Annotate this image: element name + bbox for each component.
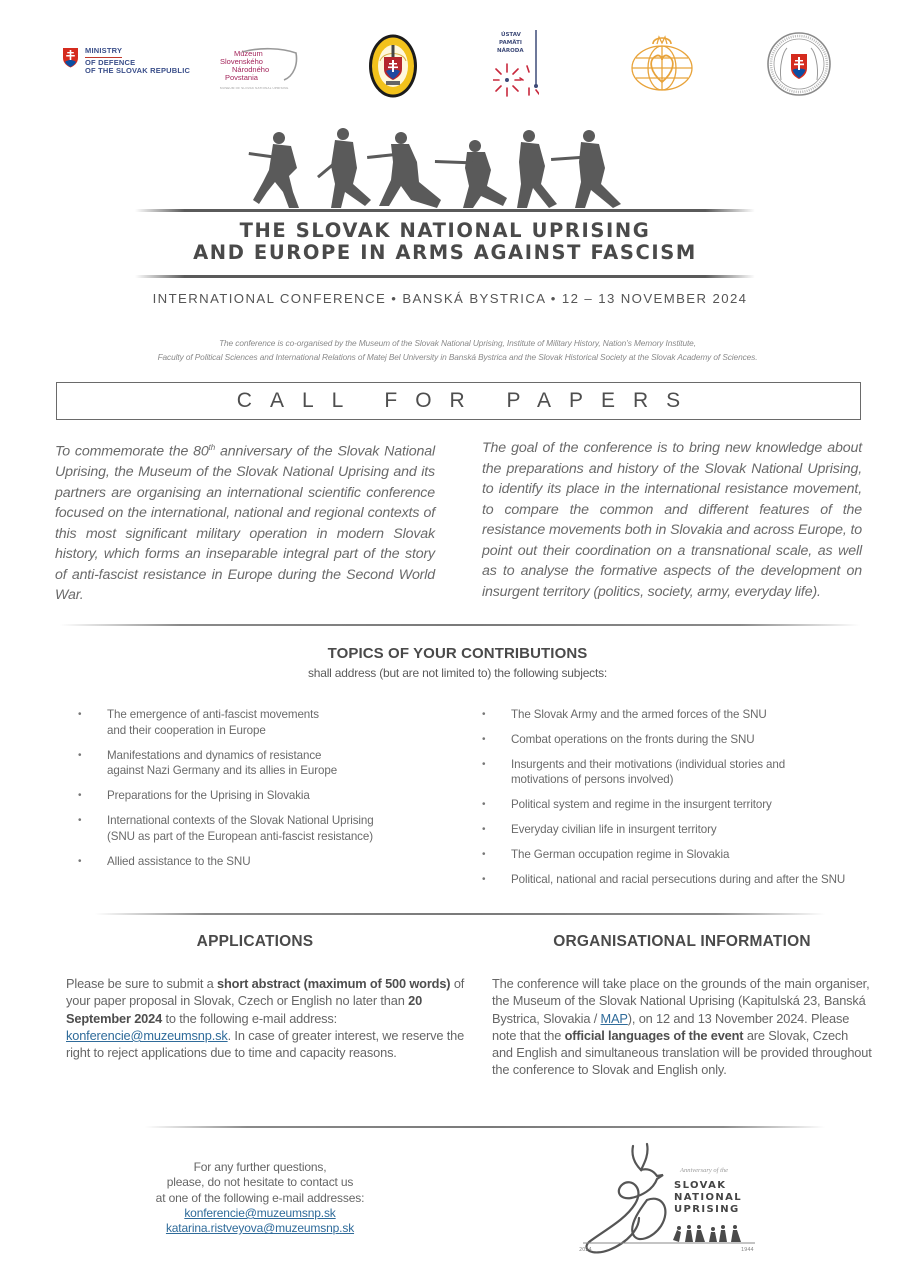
topic-item [482,872,882,888]
military-history-emblem-icon [368,33,418,99]
text-run: to the following e-mail address: [162,1010,338,1026]
nations-memory-institute-logo [493,28,539,100]
bullet-icon: • [78,749,82,761]
topic-item [78,854,458,870]
call-for-papers-banner: CALL FOR PAPERS [56,382,861,420]
topic-line: Insurgents and their motivations (individual stories and [511,757,786,771]
topic-line: Political, national and racial persecutions during and after the SNU [511,872,846,886]
topic-item [78,788,458,804]
topic-item [78,748,458,779]
topic-line: The Slovak Army and the armed forces of the SNU [511,708,767,721]
topic-line: and their cooperation in Europe [107,723,266,737]
museum-line2: Slovenského [220,57,263,66]
anniversary-tagline: Anniversary of the [680,1167,729,1174]
slovak-coat-of-arms-icon [62,47,79,68]
bullet-icon: • [482,709,486,720]
text-run: . In case of greater interest, we reserve the right to reject applications due to time and capacity reasons. [66,1027,465,1061]
map-link[interactable]: MAP [600,1010,628,1026]
anniversary-line2: NATIONAL [674,1192,743,1203]
intro-left-sup: th [208,443,216,452]
upn-line3: NÁRODA [497,48,524,54]
contact-email-link-1[interactable]: konferencie@muzeumsnp.sk [184,1205,336,1220]
hero-bottom-rule [135,275,755,278]
title-line2: AND EUROPE IN ARMS AGAINST FASCISM [193,241,697,264]
organisational-text [492,975,872,1079]
ministry-line3: OF THE SLOVAK REPUBLIC [85,66,191,75]
anniversary-line1: SLOVAK [674,1180,727,1191]
topic-item [482,797,882,813]
topic-item [482,757,882,788]
anniversary-year-right: 1944 [741,1247,754,1253]
museum-line3: Národného [232,65,270,74]
bullet-icon: • [78,709,82,720]
organisational-heading: ORGANISATIONAL INFORMATION [553,933,811,950]
divider-topics [60,624,860,626]
coorganisers-note [40,336,875,364]
bullet-icon: • [482,758,486,770]
divider-footer [145,1126,825,1128]
museum-subtitle: MUSEUM OF SLOVAK NATIONAL UPRISING [220,86,289,90]
bullet-icon: • [78,790,82,802]
museum-snu-logo [220,46,302,94]
text-run: of your paper proposal in Slovak, Czech or English no later than [66,976,465,1009]
intro-left-paragraph [55,438,435,606]
contact-line3: at one of the following e-mail addresses: [155,1190,365,1205]
text-run: The conference will take place on the grounds of the main organiser, the Museum of the Slovak National Uprising (Kapitulská 23, Banská Bystrica, Slovakia / [492,976,870,1026]
topics-list-left [78,707,458,879]
contact-line1: For any further questions, [193,1160,327,1174]
topic-line: Allied assistance to the SNU [107,854,251,868]
coorganisers-line1: The conference is co-organised by the Museum of the Slovak National Uprising, Institute of Military History, Nation’s Memory Institute, [219,338,696,348]
topic-item [482,847,882,863]
topic-line: The German occupation regime in Slovakia [511,847,730,861]
title-line1: THE SLOVAK NATIONAL UPRISING [239,219,651,242]
bullet-icon: • [482,733,486,745]
topic-line: Political system and regime in the insurgent territory [511,798,772,812]
topic-item [482,707,882,723]
topic-line: Manifestations and dynamics of resistance [107,748,322,762]
topic-line: Everyday civilian life in insurgent territory [511,823,717,837]
topic-line: (SNU as part of the European anti-fascist resistance) [107,829,373,843]
official-languages-emphasis: official languages of the event [564,1027,744,1043]
topic-item [482,732,882,748]
applications-text [66,975,466,1061]
upn-line2: PAMÄTI [499,40,522,46]
museum-line4: Povstania [225,73,258,82]
bullet-icon: • [482,799,486,811]
historical-society-emblem-icon [622,32,702,96]
divider-applications [95,913,825,915]
hero-top-rule [135,209,755,212]
application-email-link[interactable]: konferencie@muzeumsnp.sk [66,1027,228,1043]
intro-left-rest: anniversary of the Slovak National Uprising, the Museum of the Slovak National Uprising and its partners are organising an international scientific conference focused on the international, national and regional contexts of this most significant military operation in modern Slovak history, which forms an inseparable integral part of the story of anti-fascist resistance in Europe during the Second World War. [55,443,435,604]
conference-title [135,220,755,264]
text-run: Please be sure to submit a [66,976,218,991]
contact-block [110,1160,410,1236]
conference-subtitle: INTERNATIONAL CONFERENCE • BANSKÁ BYSTRICA • 12 – 13 NOVEMBER 2024 [152,291,748,306]
topic-item [482,822,882,838]
deadline-emphasis: 20 September 2024 [66,993,423,1026]
bullet-icon: • [482,824,486,836]
bullet-icon: • [78,855,82,867]
dove-eighty-icon [586,1144,665,1252]
intro-right-paragraph: The goal of the conference is to bring new knowledge about the preparations and history of the Slovak National Uprising, to identify its place in the international resistance movement, to compare the common and different features of the resistance movements both in Slovakia and across Europe, to point out their coordination on a transnational scale, as well as to analyse the formative aspects of the development on insurgent territory (politics, society, army, everyday life). [482,440,862,600]
topic-line: Combat operations on the fronts during the SNU [511,732,755,746]
topic-line: against Nazi Germany and its allies in Europe [107,764,338,778]
museum-line1: Múzeum [234,49,263,58]
contact-email-link-2[interactable]: katarina.ristveyova@muzeumsnp.sk [165,1221,355,1236]
text-run: are Slovak, Czech and English and simultaneous translation will be provided throughout the conference to Slovak and English only. [492,1027,872,1078]
applications-heading: APPLICATIONS [196,933,314,950]
80th-anniversary-logo [575,1138,765,1256]
soldiers-silhouette-icon [245,126,645,212]
topic-line: motivations of persons involved) [511,773,674,787]
anniversary-year-left: 2024 [579,1247,592,1253]
anniversary-soldiers-icon [673,1225,741,1242]
bullet-icon: • [482,873,486,885]
topic-item [78,813,458,844]
text-run: ), on 12 and 13 November 2024. Please note that the [492,1010,850,1043]
contact-line2: please, do not hesitate to contact us [166,1175,354,1190]
topics-subtitle: shall address (but are not limited to) the following subjects: [307,666,608,680]
coorganisers-line2: Faculty of Political Sciences and International Relations of Matej Bel University in Banská Bystrica and the Slovak Historical Society at the Slovak Academy of Sciences. [157,352,758,362]
abstract-length-emphasis: short abstract (maximum of 500 words) [217,976,451,991]
bullet-icon: • [78,815,82,827]
topic-item [78,707,458,738]
topics-title: TOPICS OF YOUR CONTRIBUTIONS [327,645,588,662]
ministry-line2: OF DEFENCE [85,57,136,67]
ministry-of-defence-logo [62,47,190,76]
anniversary-line3: UPRISING [674,1204,740,1215]
topic-line: Preparations for the Uprising in Slovakia [107,789,310,803]
topic-line: The emergence of anti-fascist movements [107,708,319,721]
university-seal-icon [767,32,831,96]
topic-line: International contexts of the Slovak National Uprising [107,814,374,828]
bullet-icon: • [482,848,486,860]
upn-line1: ÚSTAV [501,32,521,38]
ministry-line1: MINISTRY [85,47,122,58]
intro-left-start: To commemorate the 80 [55,443,209,460]
topics-list-right [482,707,882,897]
